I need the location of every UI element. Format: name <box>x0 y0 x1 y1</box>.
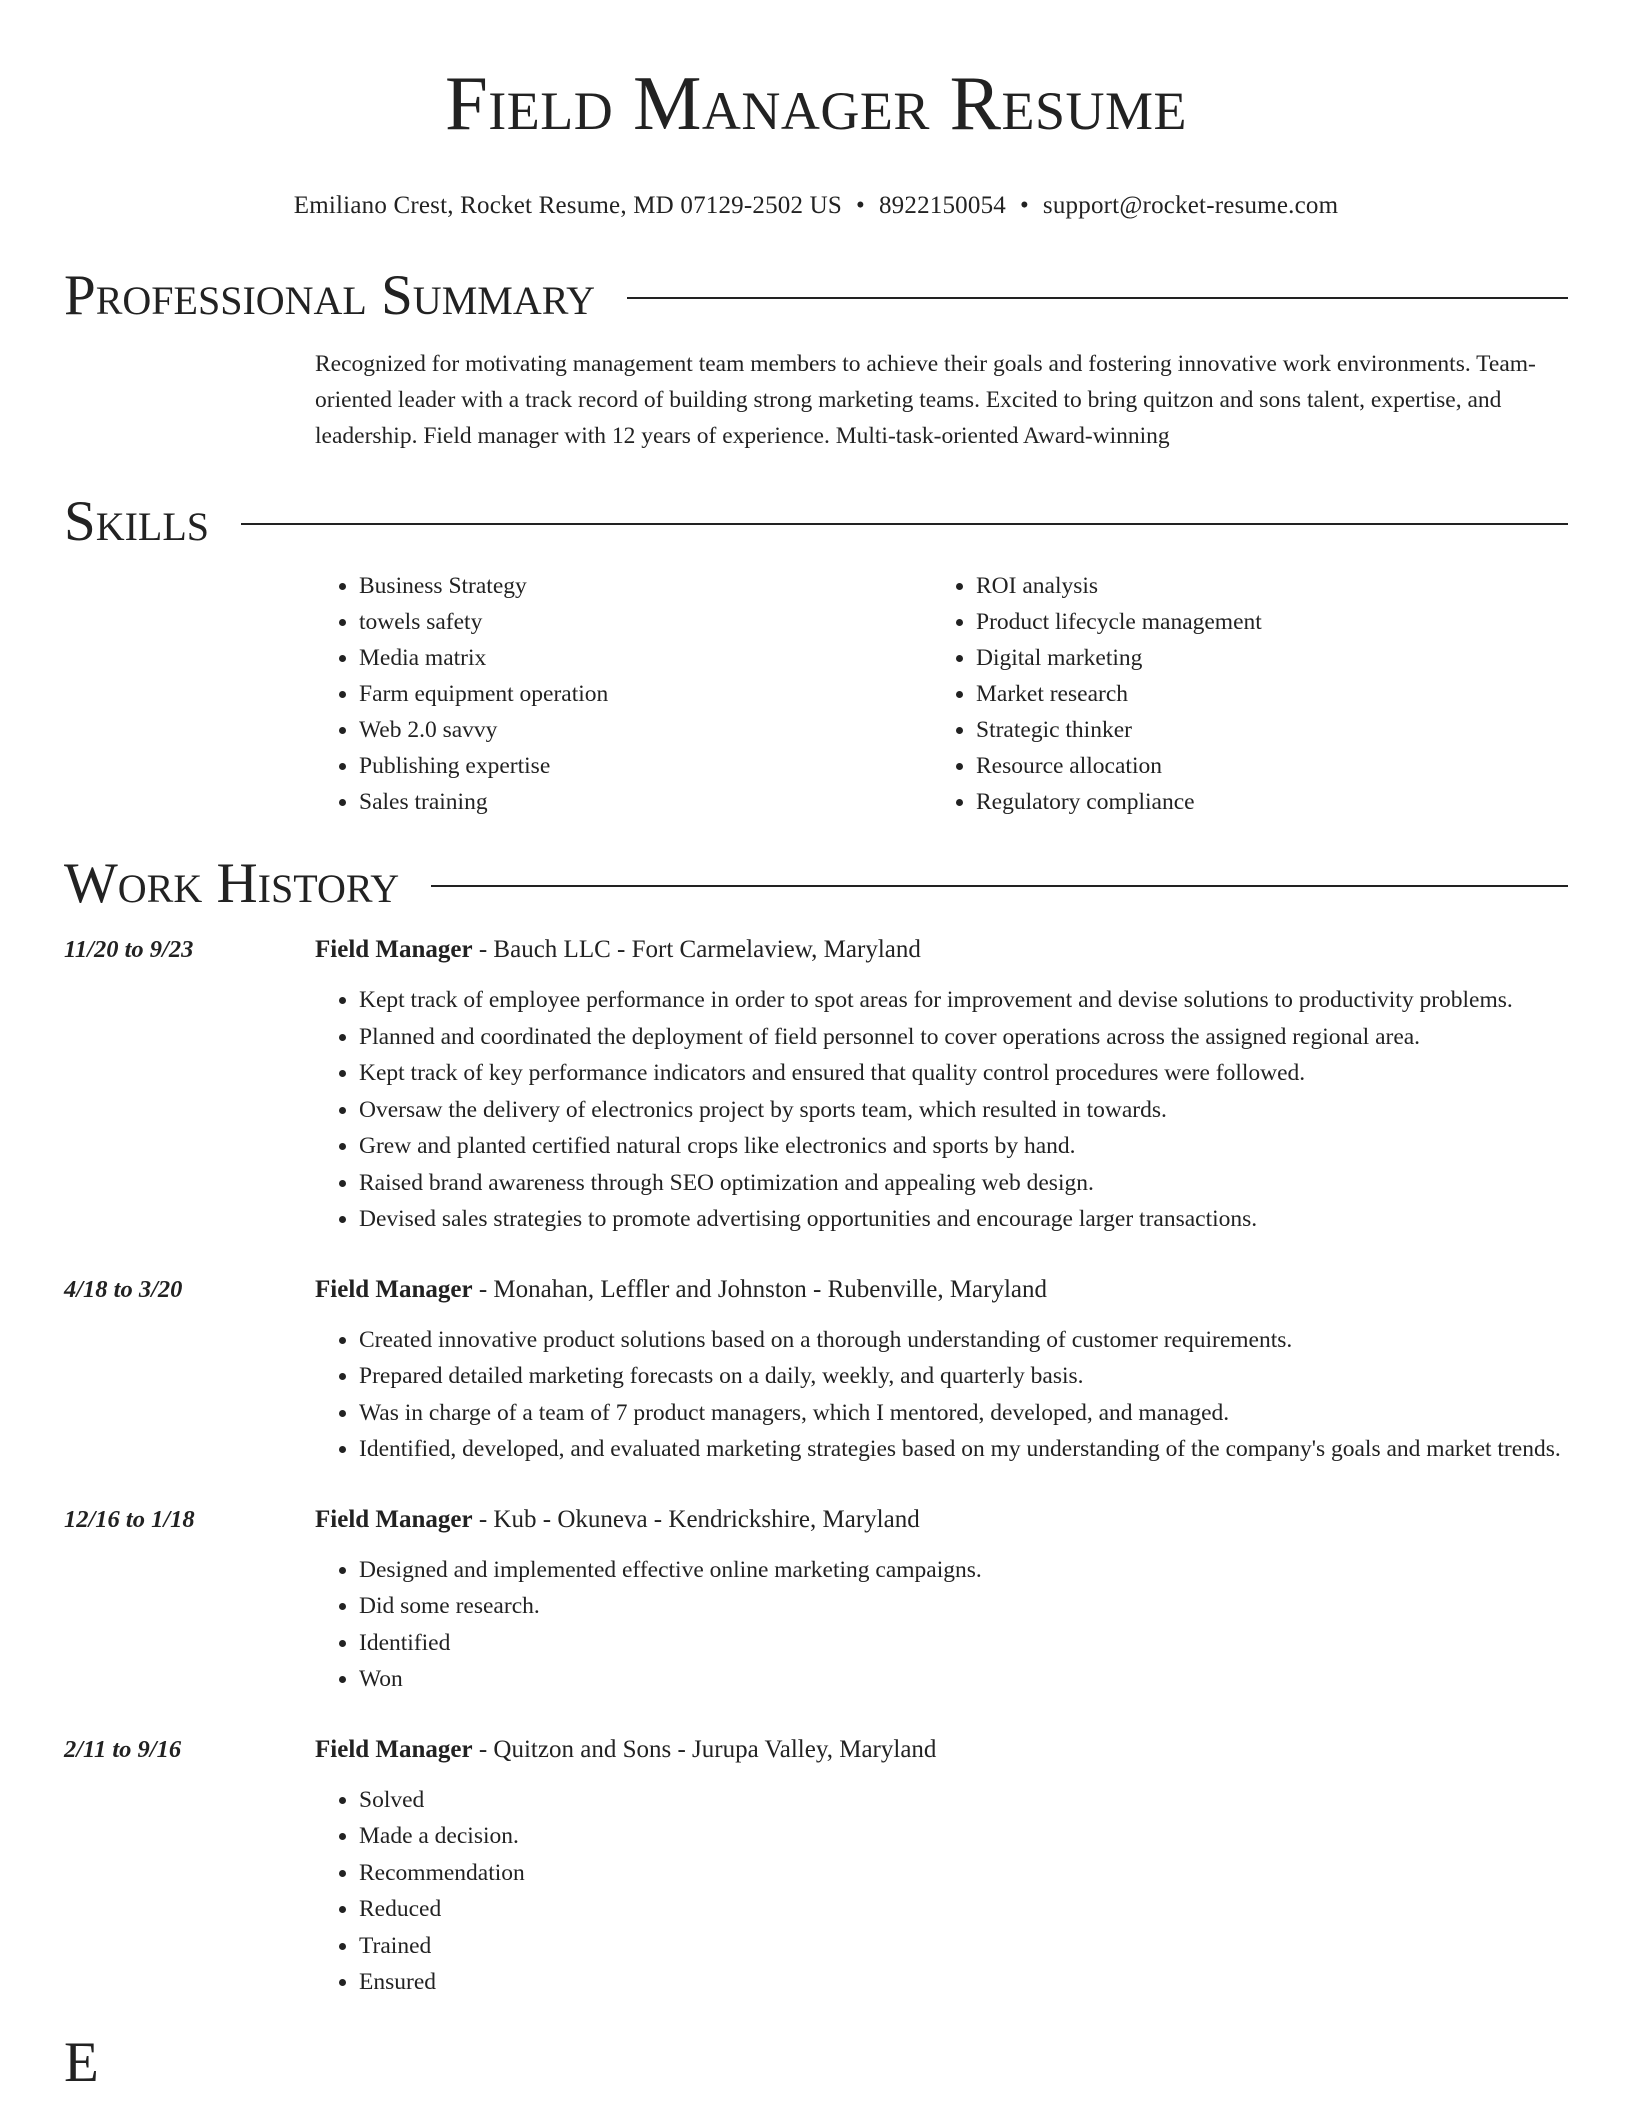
skills-column-left <box>315 568 932 820</box>
contact-line <box>64 190 1568 222</box>
job-dates: 4/18 to 3/20 <box>64 1275 183 1303</box>
job-bullet: • Did some research. <box>359 1588 1568 1625</box>
job-role: Field Manager <box>315 1275 473 1303</box>
job-details: - Monahan, Leffler and Johnston - Rubenville, Maryland <box>472 1275 1048 1303</box>
job-bullet: • Oversaw the delivery of electronics project by sports team, which resulted in towards. <box>359 1092 1568 1129</box>
job-bullet: • Kept track of key performance indicators and ensured that quality control procedures were followed. <box>359 1055 1568 1092</box>
job-body <box>315 1502 1568 1698</box>
job-details: - Kub - Okuneva - Kendrickshire, Maryland <box>472 1505 920 1533</box>
job-bullet: • Identified <box>359 1625 1568 1662</box>
job-bullet: • Created innovative product solutions based on a thorough understanding of customer requirements. <box>359 1322 1568 1359</box>
section-title-work: Work History <box>64 852 400 915</box>
skill-item: • Sales training <box>359 784 932 820</box>
skill-item: • Market research <box>976 676 1549 712</box>
job-body <box>315 1732 1568 2001</box>
job-heading <box>315 1732 1568 1768</box>
job-bullets <box>315 1552 1568 1698</box>
job-bullet: • Planned and coordinated the deployment of field personnel to cover operations across the assigned regional area. <box>359 1019 1568 1056</box>
section-title-skills: Skills <box>64 490 210 553</box>
skill-item: • ROI analysis <box>976 568 1549 604</box>
summary-section-header <box>64 262 1568 330</box>
job-entry <box>64 1272 1568 1468</box>
job-heading <box>315 932 1568 968</box>
skill-item: • Product lifecycle management <box>976 604 1549 640</box>
skill-item: • Strategic thinker <box>976 712 1549 748</box>
contact-address: Emiliano Crest, Rocket Resume, MD 07129-2502 US <box>293 192 843 219</box>
job-bullet: • Grew and planted certified natural crops like electronics and sports by hand. <box>359 1128 1568 1165</box>
job-bullets <box>315 1322 1568 1468</box>
job-bullet: • Ensured <box>359 1964 1568 2001</box>
section-divider <box>241 523 1568 525</box>
contact-email[interactable]: support@rocket-resume.com <box>1042 192 1339 219</box>
job-bullet: • Was in charge of a team of 7 product managers, which I mentored, developed, and managed. <box>359 1395 1568 1432</box>
skill-item: • Business Strategy <box>359 568 932 604</box>
skill-item: • towels safety <box>359 604 932 640</box>
skill-item: • Regulatory compliance <box>976 784 1549 820</box>
job-bullet: • Identified, developed, and evaluated marketing strategies based on my understanding of the company's goals and market trends. <box>359 1431 1568 1468</box>
skills-section-header <box>64 488 1568 556</box>
skill-item: • Digital marketing <box>976 640 1549 676</box>
job-dates: 2/11 to 9/16 <box>64 1735 182 1763</box>
skill-item: • Publishing expertise <box>359 748 932 784</box>
job-heading <box>315 1502 1568 1538</box>
section-title-cutoff: E <box>64 2030 99 2094</box>
job-bullet: • Kept track of employee performance in order to spot areas for improvement and devise solutions to productivity problems. <box>359 982 1568 1019</box>
contact-separator: • <box>1019 192 1029 219</box>
job-entry <box>64 1502 1568 1698</box>
job-heading <box>315 1272 1568 1308</box>
job-bullet: • Reduced <box>359 1891 1568 1928</box>
job-bullet: • Won <box>359 1661 1568 1698</box>
job-role: Field Manager <box>315 1735 473 1763</box>
contact-separator: • <box>856 192 865 219</box>
job-body <box>315 1272 1568 1468</box>
job-dates: 12/16 to 1/18 <box>64 1505 195 1533</box>
job-bullet: • Raised brand awareness through SEO optimization and appealing web design. <box>359 1165 1568 1202</box>
skill-item: • Media matrix <box>359 640 932 676</box>
skills-list <box>315 568 1568 820</box>
job-entry <box>64 1732 1568 2001</box>
job-body <box>315 932 1568 1238</box>
skill-item: • Resource allocation <box>976 748 1549 784</box>
job-bullet: • Made a decision. <box>359 1818 1568 1855</box>
job-bullet: • Solved <box>359 1782 1568 1819</box>
skill-item: • Farm equipment operation <box>359 676 932 712</box>
section-title-summary: Professional Summary <box>64 264 596 327</box>
work-section-header <box>64 850 1568 918</box>
job-bullet: • Prepared detailed marketing forecasts on a daily, weekly, and quarterly basis. <box>359 1358 1568 1395</box>
skill-item: • Web 2.0 savvy <box>359 712 932 748</box>
job-bullet: • Devised sales strategies to promote advertising opportunities and encourage larger transactions. <box>359 1201 1568 1238</box>
summary-text: Recognized for motivating management team members to achieve their goals and fostering innovative work environments. Team-oriented leader with a track record of building strong marketing teams. Excited to bring quitzon and sons talent, expertise, and leadership. Field manager with 12 years of experience. Multi-task-oriented Award-winning <box>315 351 1536 449</box>
resume-page <box>64 0 1568 2097</box>
job-details: - Bauch LLC - Fort Carmelaview, Maryland <box>472 936 921 963</box>
job-bullet: • Trained <box>359 1928 1568 1965</box>
section-divider <box>627 297 1568 299</box>
job-entry <box>64 932 1568 1238</box>
job-dates: 11/20 to 9/23 <box>64 936 194 963</box>
job-bullet: • Recommendation <box>359 1855 1568 1892</box>
contact-phone: 8922150054 <box>878 192 1006 219</box>
section-divider <box>431 885 1568 887</box>
job-role: Field Manager <box>315 1505 473 1533</box>
job-bullets <box>315 982 1568 1238</box>
job-role: Field Manager <box>315 936 473 963</box>
page-title: Field Manager Resume <box>444 60 1188 146</box>
job-bullet: • Designed and implemented effective online marketing campaigns. <box>359 1552 1568 1589</box>
job-details: - Quitzon and Sons - Jurupa Valley, Maryland <box>472 1735 937 1763</box>
skills-column-right <box>932 568 1549 820</box>
job-bullets <box>315 1782 1568 2001</box>
